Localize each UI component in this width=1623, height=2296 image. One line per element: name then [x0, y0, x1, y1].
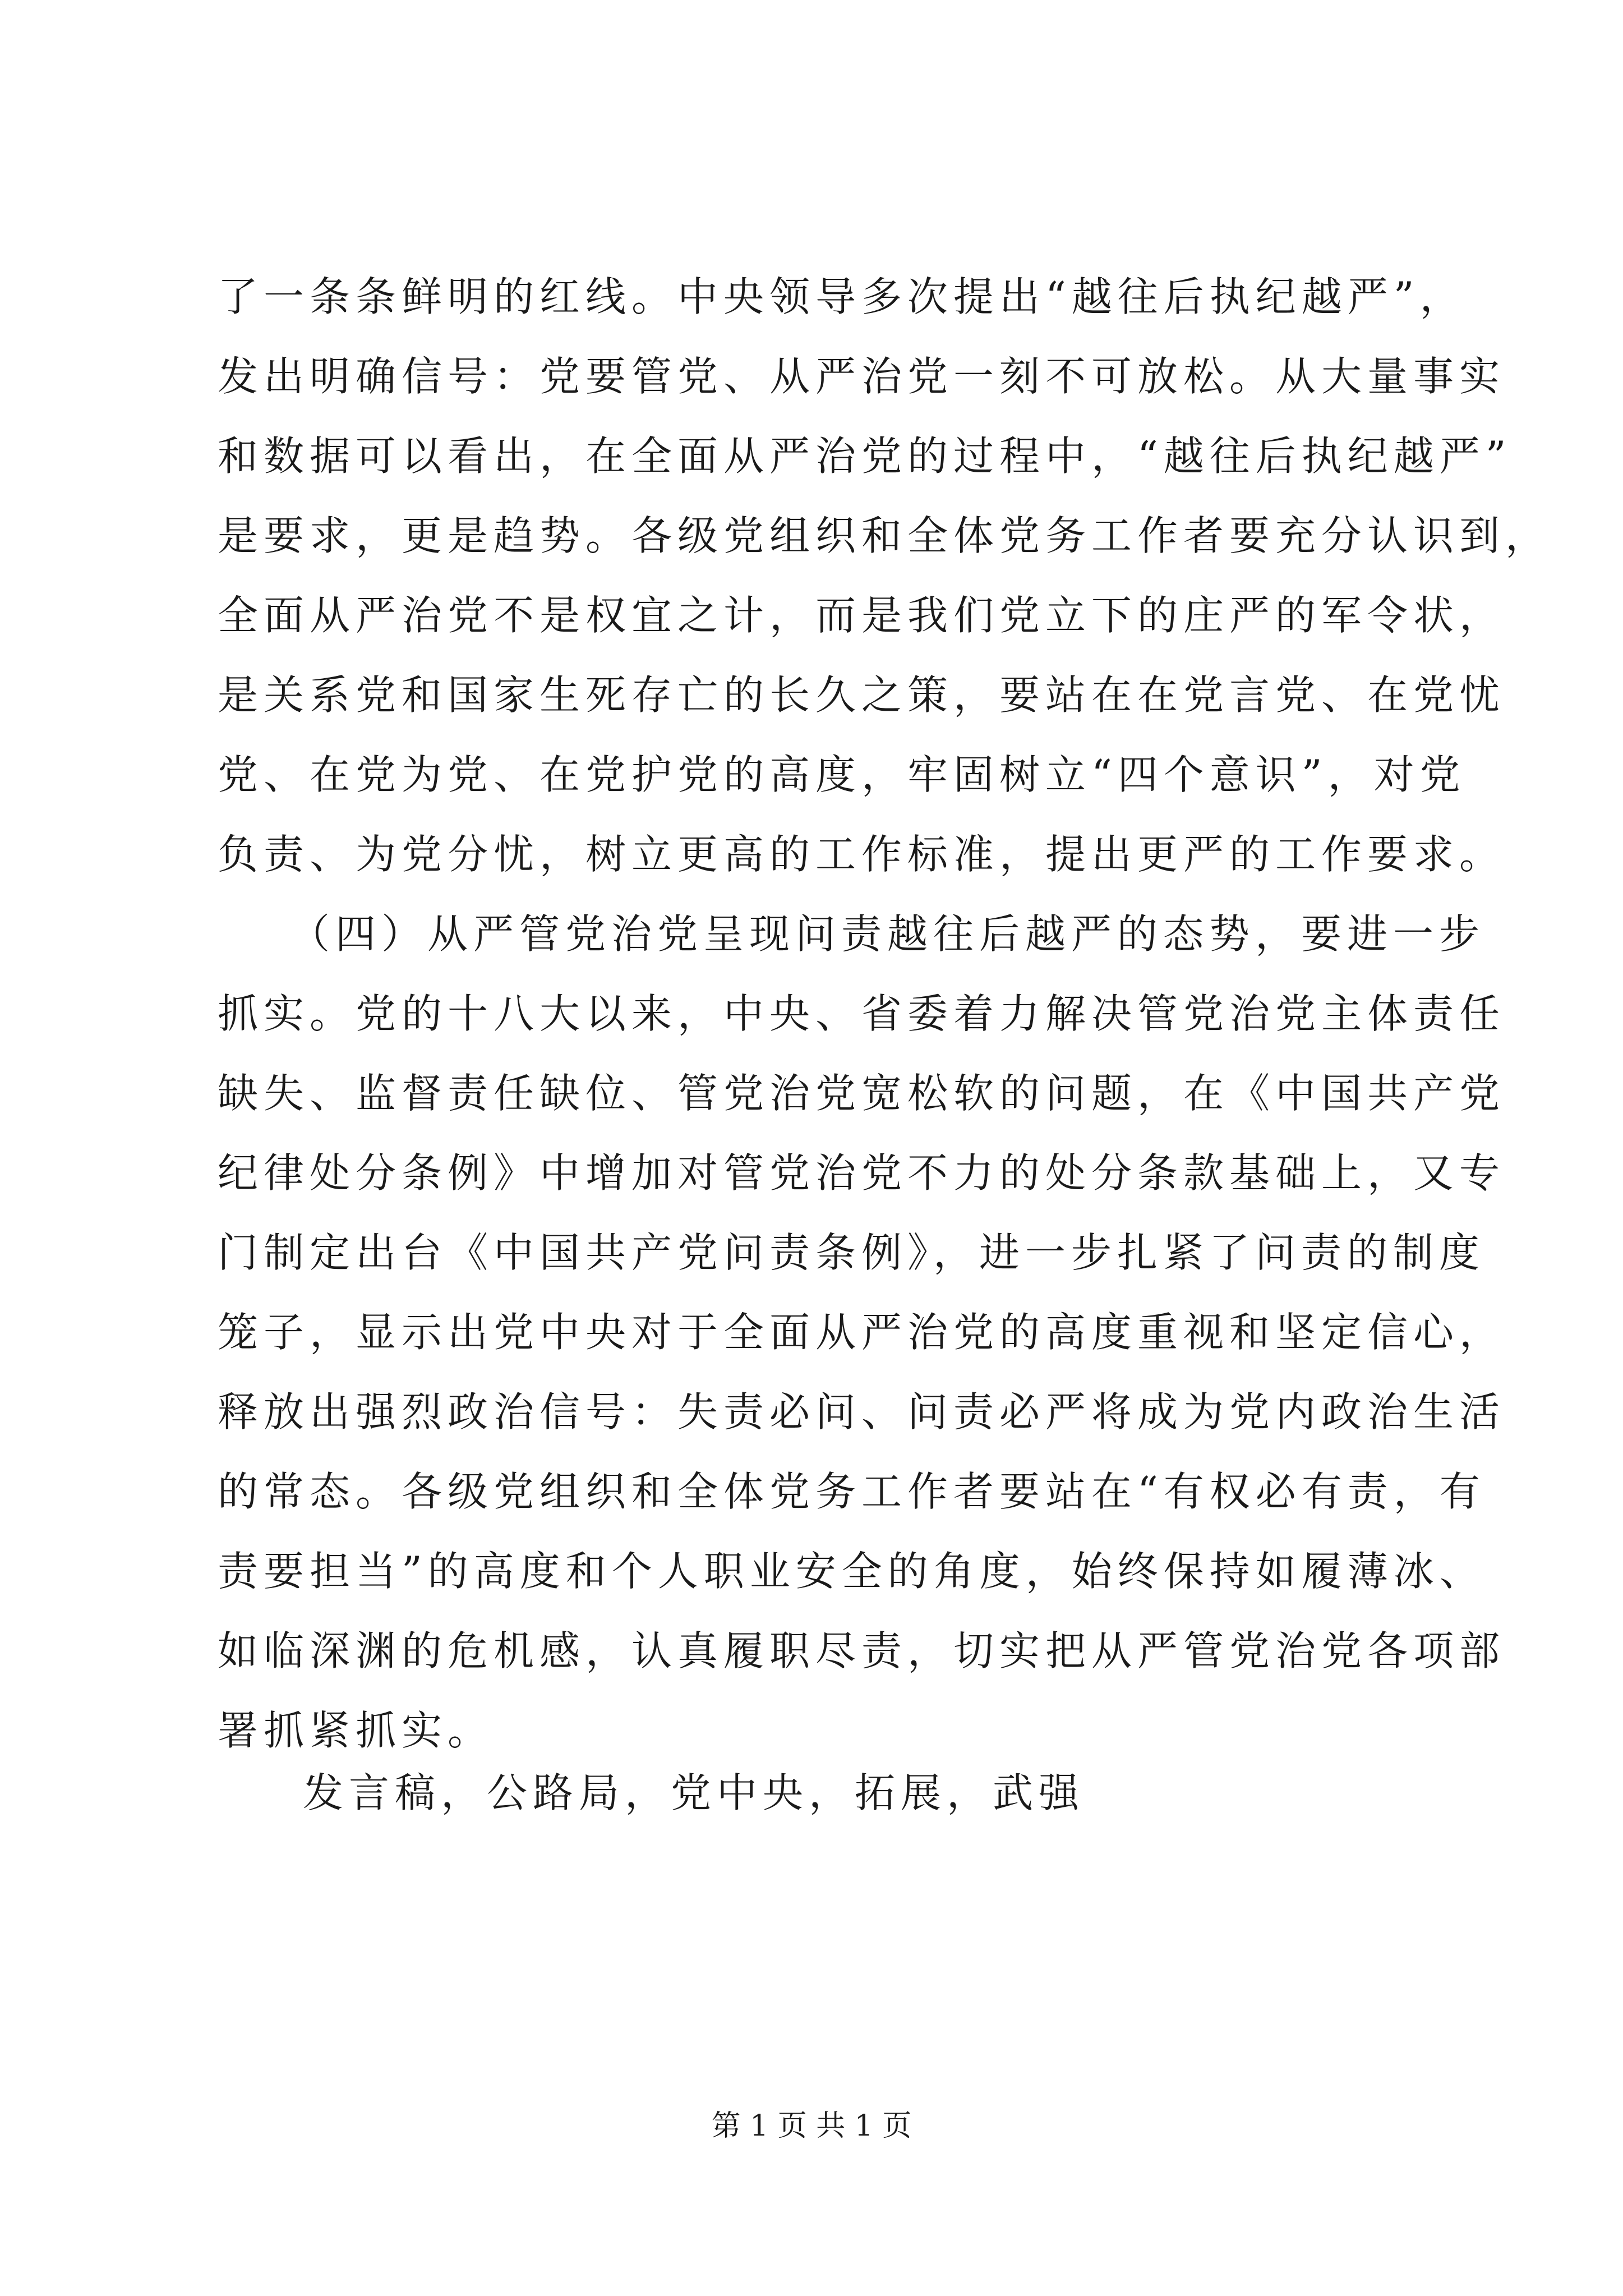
text-line: 署抓紧抓实。: [218, 1707, 494, 1754]
text-line: 全面从严治党不是权宜之计，而是我们党立下的庄严的军令状，: [218, 592, 1506, 639]
page-footer: 第 1 页 共 1 页: [711, 2109, 912, 2143]
text-line: 的常态。各级党组织和全体党务工作者要站在“有权必有责，有: [218, 1468, 1486, 1515]
text-line: 纪律处分条例》中增加对管党治党不力的处分条款基础上，又专: [218, 1149, 1506, 1197]
text-line: 和数据可以看出，在全面从严治党的过程中，“越往后执纪越严”: [218, 432, 1512, 480]
text-line: 如临深渊的危机感，认真履职尽责，切实把从严管党治党各项部: [218, 1627, 1506, 1674]
text-line: 笼子，显示出党中央对于全面从严治党的高度重视和坚定信心，: [218, 1309, 1506, 1356]
keywords-line: 发言稿，公路局，党中央，拓展，武强: [303, 1769, 1085, 1816]
document-body: [218, 257, 1552, 1770]
text-line: 党、在党为党、在党护党的高度，牢固树立“四个意识”，对党: [218, 751, 1466, 798]
text-line: 负责、为党分忧，树立更高的工作标准，提出更严的工作要求。: [218, 831, 1506, 878]
text-line: 是关系党和国家生死存亡的长久之策，要站在在党言党、在党忧: [218, 671, 1506, 719]
text-line: 释放出强烈政治信号：失责必问、问责必严将成为党内政治生活: [218, 1388, 1506, 1435]
text-line: 是要求，更是趋势。各级党组织和全体党务工作者要充分认识到，: [218, 512, 1552, 559]
text-line: 责要担当”的高度和个人职业安全的角度，始终保持如履薄冰、: [218, 1548, 1486, 1595]
text-line: 抓实。党的十八大以来，中央、省委着力解决管党治党主体责任: [218, 990, 1506, 1037]
text-line: （四）从严管党治党呈现问责越往后越严的态势，要进一步: [218, 910, 1486, 958]
text-line: 了一条条鲜明的红线。中央领导多次提出“越往后执纪越严”，: [218, 273, 1466, 320]
text-line: 缺失、监督责任缺位、管党治党宽松软的问题，在《中国共产党: [218, 1070, 1506, 1117]
text-line: 门制定出台《中国共产党问责条例》，进一步扎紧了问责的制度: [218, 1229, 1486, 1276]
text-line: 发出明确信号：党要管党、从严治党一刻不可放松。从大量事实: [218, 353, 1506, 400]
